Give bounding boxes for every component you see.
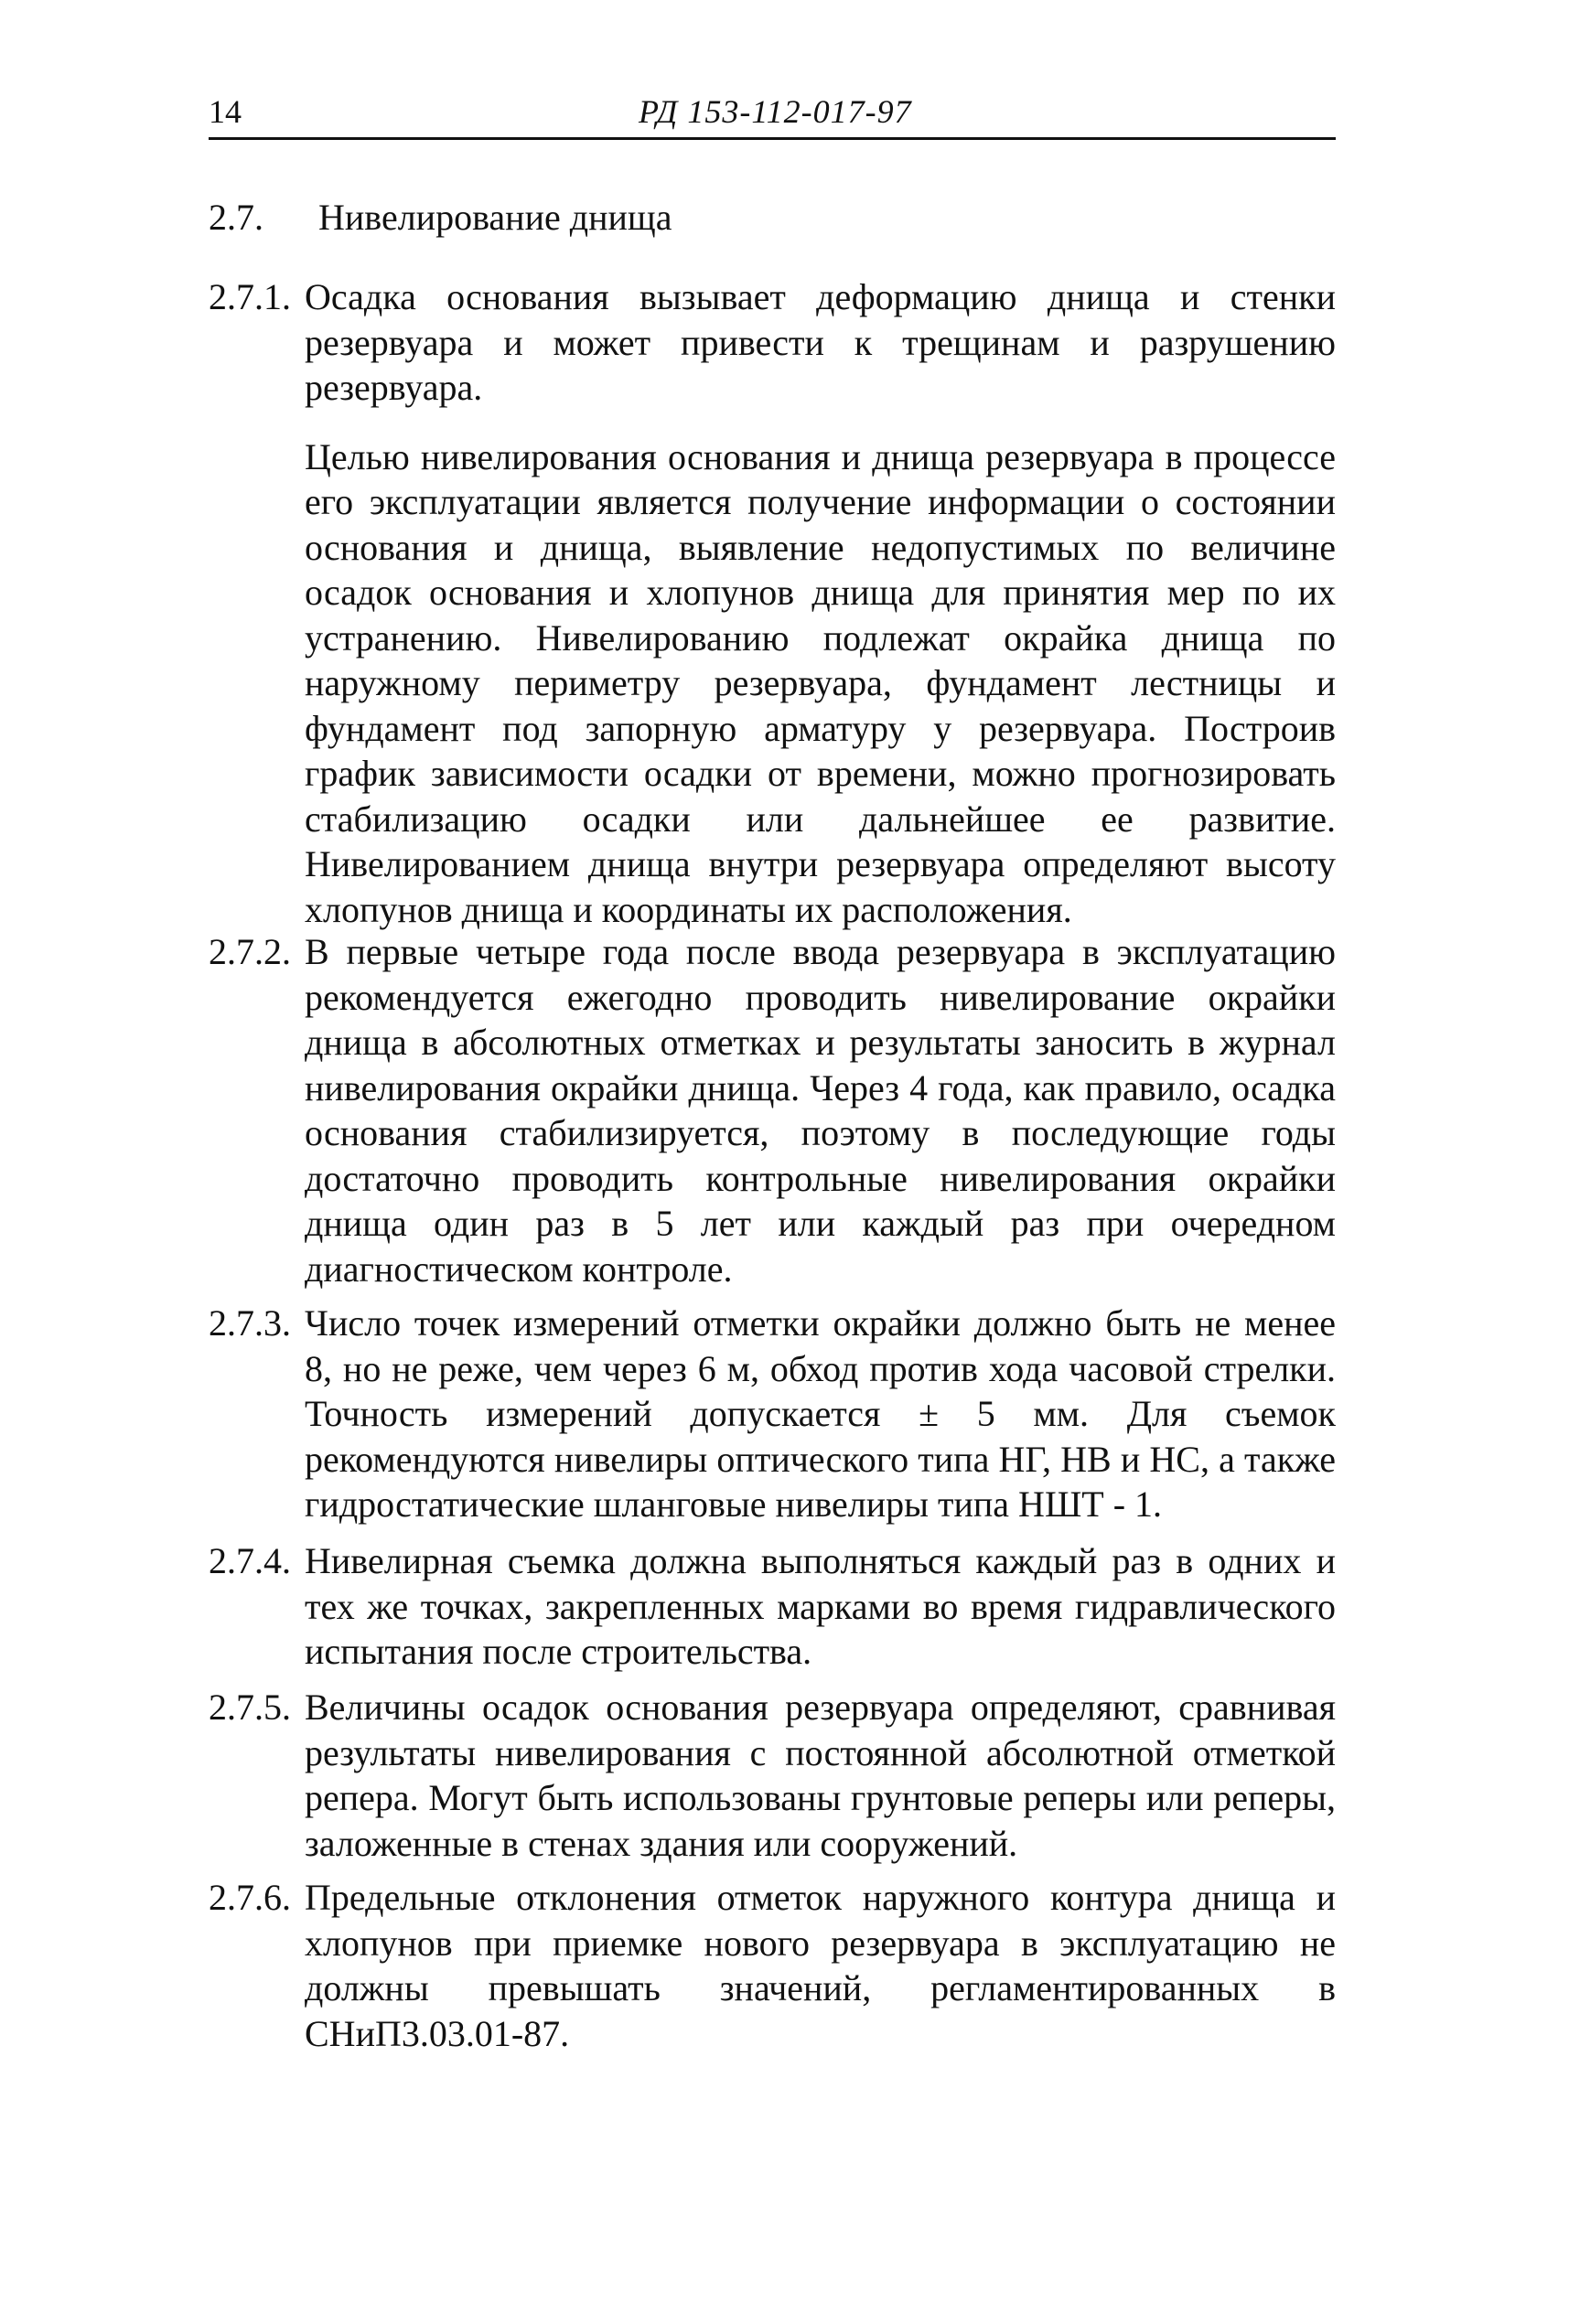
page-number: 14 [209,93,242,130]
document-code: РД 153-112-017-97 [639,93,912,130]
clause-number: 2.7.6. [209,1877,291,1918]
page-header [209,91,1336,140]
clause-2-7-1 [209,274,1336,932]
clause-paragraph: Предельные отклонения отметок наружного контура днища и хлопунов при приемке нового резервуара в эксплуатацию не должны превышать значений, регламентированных в СНиП3.03.01-87. [305,1877,1336,2054]
clause-paragraph: Число точек измерений отметки окрайки должно быть не менее 8, но не реже, чем через 6 м, обход против хода часовой стрелки. Точность измерений допускается ± 5 мм. Для съемок рекомендуются нивелиры оптического типа НГ, НВ и НС, а также гидростатические шланговые нивелиры типа НШТ - 1. [305,1302,1336,1525]
section-heading [209,194,672,241]
clause-paragraph: В первые четыре года после ввода резервуара в эксплуатацию рекомендуется ежегодно проводить нивелирование окрайки днища в абсолютных отметках и результаты заносить в журнал нивелирования окрайки днища. Через 4 года, как правило, осадка основания стабилизируется, поэтому в последующие годы достаточно проводить контрольные нивелирования окрайки днища один раз в 5 лет или каждый раз при очередном диагностическом контроле. [305,931,1336,1290]
clause-2-7-2 [209,929,1336,1291]
clause-number: 2.7.2. [209,931,291,972]
clause-number: 2.7.1. [209,276,291,317]
clause-2-7-4 [209,1538,1336,1675]
clause-number: 2.7.4. [209,1540,291,1581]
clause-number: 2.7.3. [209,1302,291,1344]
clause-2-7-6 [209,1875,1336,2056]
clause-paragraph: Осадка основания вызывает деформацию днища и стенки резервуара и может привести к трещинам и разрушению резервуара. [305,276,1336,408]
clause-paragraph: Нивелирная съемка должна выполняться каждый раз в одних и тех же точках, закрепленных марками во время гидравлического испытания после строительства. [305,1540,1336,1672]
clause-number: 2.7.5. [209,1687,291,1728]
clause-paragraph: Величины осадок основания резервуара определяют, сравнивая результаты нивелирования с постоянной абсолютной отметкой репера. Могут быть использованы грунтовые реперы или реперы, заложенные в стенах здания или сооружений. [305,1687,1336,1864]
clause-2-7-3 [209,1301,1336,1527]
clause-2-7-5 [209,1685,1336,1866]
section-title: Нивелирование днища [318,197,672,238]
clause-paragraph: Целью нивелирования основания и днища резервуара в процессе его эксплуатации является получение информации о состоянии основания и днища, выявление недопустимых по величине осадок основания и хлопунов днища для принятия мер по их устранению. Нивелированию подлежат окрайка днища по наружному периметру резервуара, фундамент лестницы и фундамент под запорную арматуру у резервуара. Построив график зависимости осадки от времени, можно прогнозировать стабилизацию осадки или дальнейшее ее развитие. Нивелированием днища внутри резервуара определяют высоту хлопунов днища и координаты их расположения. [305,435,1336,930]
section-number: 2.7. [209,197,263,238]
